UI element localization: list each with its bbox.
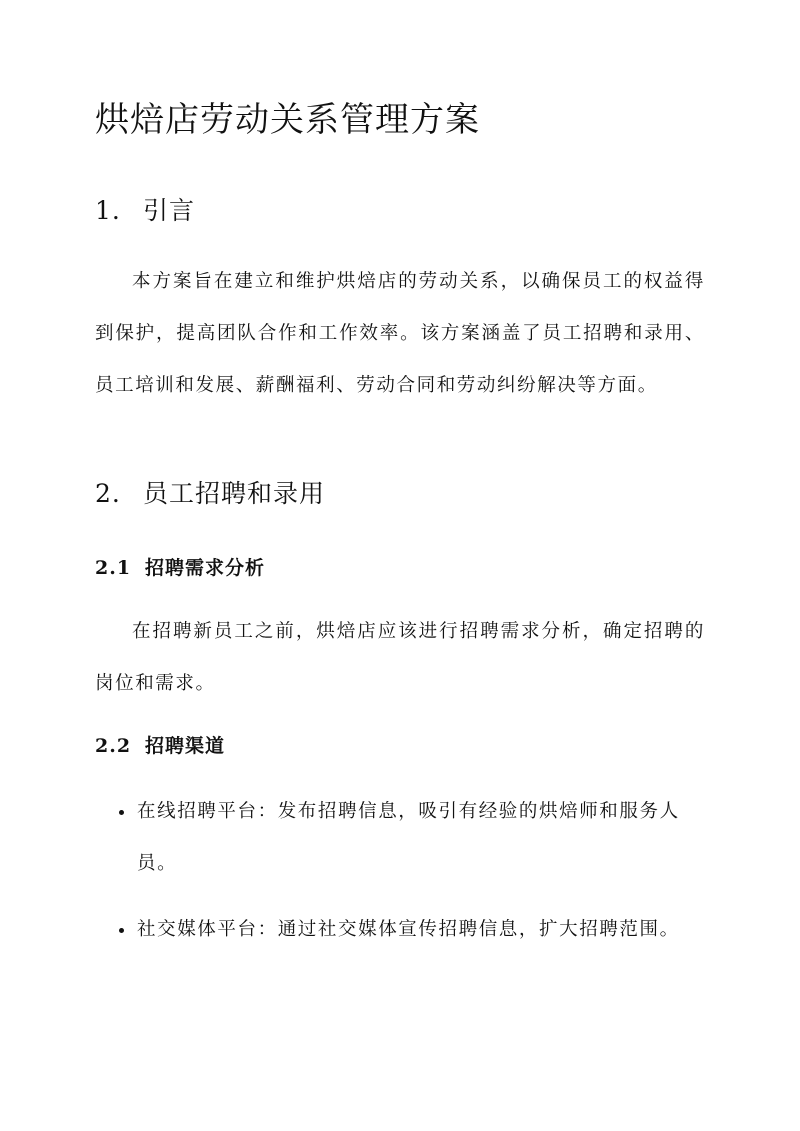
bullet-icon [119, 810, 124, 815]
list-item [95, 786, 697, 890]
bullet-icon [119, 928, 124, 933]
recruitment-channels-list [95, 786, 705, 970]
subsection-number: 2.1 [95, 557, 132, 579]
section-number: 1. [95, 196, 121, 225]
document-title: 烘焙店劳动关系管理方案 [95, 100, 480, 140]
section-heading-intro [95, 191, 195, 231]
list-item [95, 904, 697, 956]
needs-analysis-paragraph: 在招聘新员工之前，烘焙店应该进行招聘需求分析，确定招聘的岗位和需求。 [95, 621, 705, 694]
subsection-heading-channels [95, 731, 225, 761]
list-item-text: 社交媒体平台：通过社交媒体宣传招聘信息，扩大招聘范围。 [137, 919, 680, 940]
subsection-heading-needs-analysis [95, 553, 265, 583]
section-number: 2. [95, 479, 121, 508]
list-item-text: 在线招聘平台：发布招聘信息，吸引有经验的烘焙师和服务人员。 [137, 801, 680, 874]
subsection-title: 招聘需求分析 [145, 557, 266, 579]
intro-paragraph: 本方案旨在建立和维护烘焙店的劳动关系，以确保员工的权益得到保护，提高团队合作和工作效率。该方案涵盖了员工招聘和录用、员工培训和发展、薪酬福利、劳动合同和劳动纠纷解决等方面。 [95, 271, 705, 396]
section-title: 引言 [143, 196, 196, 225]
subsection-number: 2.2 [95, 735, 132, 757]
section-title: 员工招聘和录用 [143, 479, 326, 508]
section-heading-recruitment [95, 474, 325, 514]
subsection-title: 招聘渠道 [145, 735, 226, 757]
